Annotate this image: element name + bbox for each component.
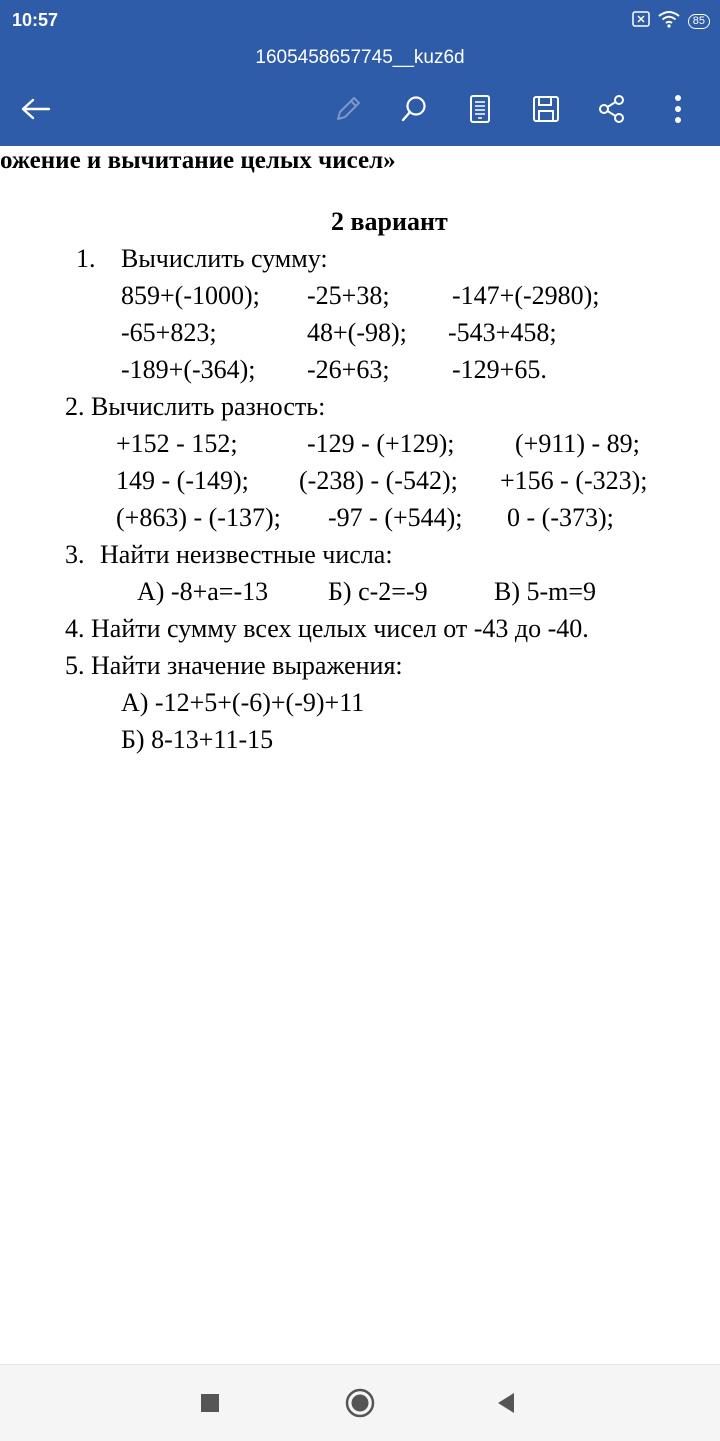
task3-equation: А) -8+a=-13 <box>137 577 269 606</box>
task2-expression: (-238) - (-542); <box>299 466 458 495</box>
task1-expression: 48+(-98); <box>307 318 407 347</box>
document-icon <box>468 94 492 124</box>
variant-title: 2 вариант <box>331 207 448 236</box>
task2-expression: 149 - (-149); <box>116 466 249 495</box>
task2-expression: +152 - 152; <box>116 429 238 458</box>
more-vertical-icon <box>673 94 683 124</box>
task3-text: Найти неизвестные числа: <box>100 540 393 569</box>
task2-expression: -129 - (+129); <box>307 429 455 458</box>
search-icon <box>399 94 429 124</box>
save-button[interactable] <box>526 90 566 128</box>
task1-expression: -25+38; <box>307 281 390 310</box>
battery-level: 85 <box>688 14 710 29</box>
edit-button[interactable] <box>328 90 368 128</box>
no-sim-icon <box>632 11 650 32</box>
task2-expression: (+863) - (-137); <box>116 503 281 532</box>
task2-text: 2. Вычислить разность: <box>65 392 326 421</box>
document-title: 1605458657745__kuz6d <box>255 47 465 68</box>
pencil-icon <box>333 94 363 124</box>
task2-expression: -97 - (+544); <box>328 503 463 532</box>
task3-equation: Б) c-2=-9 <box>328 577 428 606</box>
search-button[interactable] <box>394 90 434 128</box>
back-nav-button[interactable] <box>486 1383 526 1423</box>
recents-button[interactable] <box>190 1383 230 1423</box>
arrow-left-icon <box>20 97 52 121</box>
task4-text: 4. Найти сумму всех целых чисел от -43 до -40. <box>65 614 589 643</box>
wifi-icon <box>658 10 680 33</box>
square-icon <box>200 1393 220 1413</box>
task1-number: 1. <box>76 244 96 273</box>
save-icon <box>531 94 561 124</box>
task2-expression: (+911) - 89; <box>515 429 640 458</box>
task5-expression: Б) 8-13+11-15 <box>121 725 274 754</box>
task5-expression: А) -12+5+(-6)+(-9)+11 <box>121 688 365 717</box>
share-icon <box>597 94 627 124</box>
home-button[interactable] <box>340 1383 380 1423</box>
task1-expression: -65+823; <box>121 318 217 347</box>
app-bar <box>0 0 720 146</box>
task5-text: 5. Найти значение выражения: <box>65 651 403 680</box>
task1-expression: -543+458; <box>448 318 557 347</box>
document-page[interactable] <box>0 146 720 1364</box>
task1-expression: 859+(-1000); <box>121 281 260 310</box>
task1-expression: -189+(-364); <box>121 355 256 384</box>
task3-equation: В) 5-m=9 <box>494 577 597 606</box>
read-mode-button[interactable] <box>460 90 500 128</box>
more-options-button[interactable] <box>658 90 698 128</box>
status-icons <box>632 11 710 31</box>
triangle-back-icon <box>496 1392 516 1414</box>
task1-expression: -147+(-2980); <box>452 281 600 310</box>
share-button[interactable] <box>592 90 632 128</box>
home-circle-icon <box>345 1388 375 1418</box>
task1-expression: -129+65. <box>452 355 547 384</box>
task2-expression: 0 - (-373); <box>507 503 614 532</box>
task1-expression: -26+63; <box>307 355 390 384</box>
document-heading: ожение и вычитание целых чисел» <box>0 147 396 174</box>
task3-number: 3. <box>65 540 85 569</box>
status-time: 10:57 <box>12 10 59 30</box>
task2-expression: +156 - (-323); <box>500 466 648 495</box>
back-button[interactable] <box>16 90 56 128</box>
task1-text: Вычислить сумму: <box>121 244 328 273</box>
navigation-bar <box>0 1364 720 1441</box>
